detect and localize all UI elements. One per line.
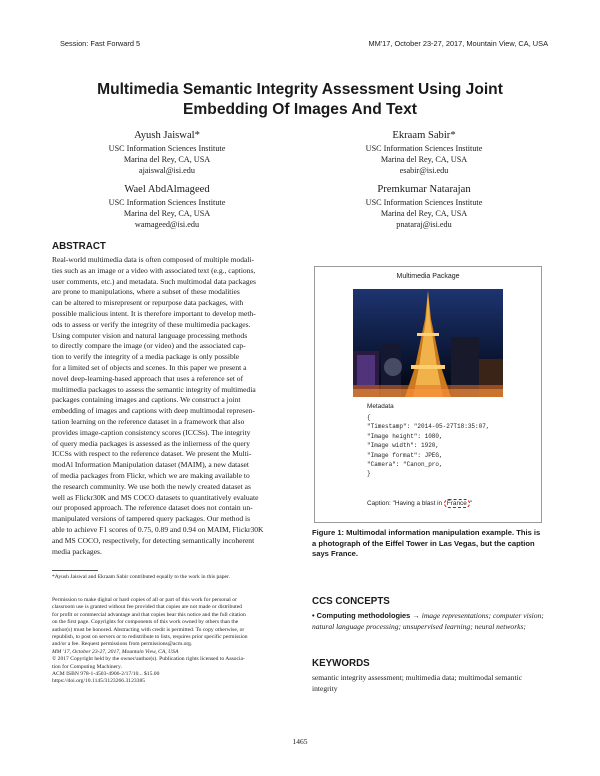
ccs-concepts: image representations; computer vision; natural language processing; unsupervised learning; neural networks; <box>312 611 544 631</box>
permission-line: and/or a fee. Request permissions from permissions@acm.org. <box>52 641 193 648</box>
abstract-line: of query media packages is assessed as the inlierness of the query <box>52 438 251 448</box>
abstract-line: of media packages from Flickr, which we are making available to <box>52 470 250 480</box>
abstract-line: media packages. <box>52 546 102 556</box>
ccs-lead: • Computing methodologies → <box>312 611 422 620</box>
abstract-line: packages containing images and captions. We construct a joint <box>52 395 241 405</box>
metadata-line: "Camera": "Canon_pro, <box>367 461 443 469</box>
abstract-line: able to achieve F1 scores of 0.75, 0.89 and 0.94 on MAIM, Flickr30K <box>52 524 264 534</box>
figure-package-title: Multimedia Package <box>396 273 460 280</box>
permission-doi: https://doi.org/10.1145/3123266.3123385 <box>52 678 146 685</box>
abstract-line: modAl Information Manipulation dataset (MAIM), a new dataset <box>52 460 250 470</box>
ccs-section <box>312 596 544 633</box>
permission-conference: MM '17, October 23-27, 2017, Mountain View, CA, USA <box>52 648 179 655</box>
abstract-line: can be altered to misrepresent or repurpose data packages, with <box>52 298 244 308</box>
figure-1 <box>314 266 542 523</box>
author-name: Wael AbdAlmageed <box>124 184 210 195</box>
permission-line: republish, to post on servers or to redistribute to lists, requires prior specific permission <box>52 634 248 641</box>
abstract-line: and MS COCO, respectively, for detecting semantically incoherent <box>52 535 255 545</box>
author-email: pnataraj@isi.edu <box>396 220 452 230</box>
author-location: Marina del Rey, CA, USA <box>380 154 468 164</box>
abstract-line: ICCSs with respect to the reference dataset. We present the Multi- <box>52 449 252 459</box>
abstract-heading: ABSTRACT <box>52 241 106 252</box>
metadata-line: "Image width": 1920, <box>367 442 440 450</box>
abstract-line: Using computer vision and natural language processing methods <box>52 330 248 340</box>
abstract-line: ties such as an image or a video with associated text (e.g., captions, <box>52 265 256 275</box>
figure-caption: Figure 1: Multimodal information manipulation example. This is a photograph of the Eiffel Tower in Las Vegas, but the caption says France. <box>312 528 541 559</box>
package-caption-suffix: " <box>469 500 473 507</box>
running-header-conference: MM'17, October 23-27, 2017, Mountain View, CA, USA <box>368 39 548 48</box>
author-email: wamageed@isi.edu <box>134 220 200 230</box>
metadata-label: Metadata <box>367 403 394 410</box>
abstract-line: provides image-caption consistency scores (ICCSs). The integrity <box>52 427 251 437</box>
author-block <box>47 183 287 230</box>
abstract-line: well as Flickr30K and MS COCO datasets to quantitatively evaluate <box>52 492 259 502</box>
author-name: Ekraam Sabir* <box>392 130 456 141</box>
abstract-line: tation learning on the reference dataset in a framework that also <box>52 416 245 426</box>
footnote-rule <box>52 570 98 571</box>
metadata-line: { <box>367 414 371 421</box>
abstract-line: Real-world multimedia data is often composed of multiple modali- <box>52 255 255 264</box>
abstract-line: possible malicious intent. It is therefore important to develop meth- <box>52 308 256 318</box>
package-caption-highlight: France <box>444 499 470 508</box>
metadata-line: "Image height": 1080, <box>367 432 443 440</box>
abstract-line: ods to assess or verify the integrity of these multimedia packages. <box>52 319 251 329</box>
keywords-heading: KEYWORDS <box>312 658 370 669</box>
author-name: Ayush Jaiswal* <box>134 130 200 141</box>
permission-block <box>52 597 300 686</box>
author-location: Marina del Rey, CA, USA <box>380 208 468 218</box>
metadata-line: } <box>367 470 371 478</box>
permission-isbn: ACM ISBN 978-1-4503-4906-2/17/10... $15.00 <box>52 671 160 678</box>
abstract-line: multimedia packages to assess the semantic integrity of multimedia <box>52 384 256 394</box>
abstract-line: user comments, etc.) and metadata. Such multimodal data packages <box>52 276 256 286</box>
permission-line: for profit or commercial advantage and that copies bear this notice and the full citation <box>52 611 246 618</box>
page-number: 1465 <box>292 737 308 746</box>
author-institution: USC Information Sciences Institute <box>108 143 226 153</box>
abstract-line: novel deep-learning-based approach that uses a reference set of <box>52 373 244 383</box>
metadata-line: "Image format": JPEG, <box>367 451 443 459</box>
abstract-line: the research community. We use both the newly created dataset as <box>52 481 251 491</box>
running-header-session: Session: Fast Forward 5 <box>60 39 141 48</box>
permission-line: author(s) must be honored. Abstracting with credit is permitted. To copy otherwise, or <box>52 626 245 633</box>
permission-line: classroom use is granted without fee provided that copies are not made or distributed <box>52 604 242 611</box>
abstract-line: for a limited set of objects and scenes. In this paper we present a <box>52 362 247 372</box>
abstract-line: embedding of images and captions with deep multimodal represen- <box>52 406 255 416</box>
author-email: esabir@isi.edu <box>399 166 449 176</box>
abstract-line: our proposed approach. The reference dataset does not contain un- <box>52 503 253 513</box>
author-institution: USC Information Sciences Institute <box>108 197 226 207</box>
author-location: Marina del Rey, CA, USA <box>123 208 211 218</box>
permission-line: on the first page. Copyrights for components of this work owned by others than the <box>52 619 239 626</box>
abstract-line: tion to verify the integrity of a media package is only possible <box>52 352 240 362</box>
author-block <box>304 183 544 230</box>
package-caption <box>367 500 472 507</box>
title-line-2: Embedding Of Images And Text <box>183 101 417 118</box>
abstract-line: manipulated versions of tampered query packages. Our method is <box>52 514 251 524</box>
metadata-line: "Timestamp": "2014-05-27T18:35:07, <box>367 423 490 431</box>
title-line-1: Multimedia Semantic Integrity Assessment Using Joint <box>97 81 503 98</box>
author-block <box>47 129 287 176</box>
metadata-json <box>367 413 489 479</box>
abstract-line: are prone to manipulations, where a subset of these modalities <box>52 287 240 297</box>
paper-title <box>60 80 540 120</box>
abstract-section <box>52 241 296 557</box>
author-institution: USC Information Sciences Institute <box>365 143 483 153</box>
eiffel-tower-photo <box>353 289 503 397</box>
night-city-skyline-image <box>353 289 503 397</box>
author-email: ajaiswal@isi.edu <box>139 166 195 176</box>
permission-line: Permission to make digital or hard copies of all or part of this work for personal or <box>52 597 237 603</box>
keywords-section <box>312 658 544 695</box>
package-caption-prefix: Caption: "Having a blast in <box>367 500 444 507</box>
author-institution: USC Information Sciences Institute <box>365 197 483 207</box>
permission-line: © 2017 Copyright held by the owner/author(s). Publication rights licensed to Associa- <box>52 656 245 663</box>
ccs-heading: CCS CONCEPTS <box>312 596 390 607</box>
author-name: Premkumar Natarajan <box>377 184 471 195</box>
permission-line: tion for Computing Machinery. <box>52 663 122 670</box>
author-block <box>304 129 544 176</box>
footnote: *Ayush Jaiswal and Ekraam Sabir contributed equally to the work in this paper. <box>52 574 230 580</box>
author-location: Marina del Rey, CA, USA <box>123 154 211 164</box>
keywords-text: semantic integrity assessment; multimedia data; multimodal semantic integrity <box>312 673 523 693</box>
abstract-line: to directly compare the image (or video) and the associated cap- <box>52 341 246 351</box>
